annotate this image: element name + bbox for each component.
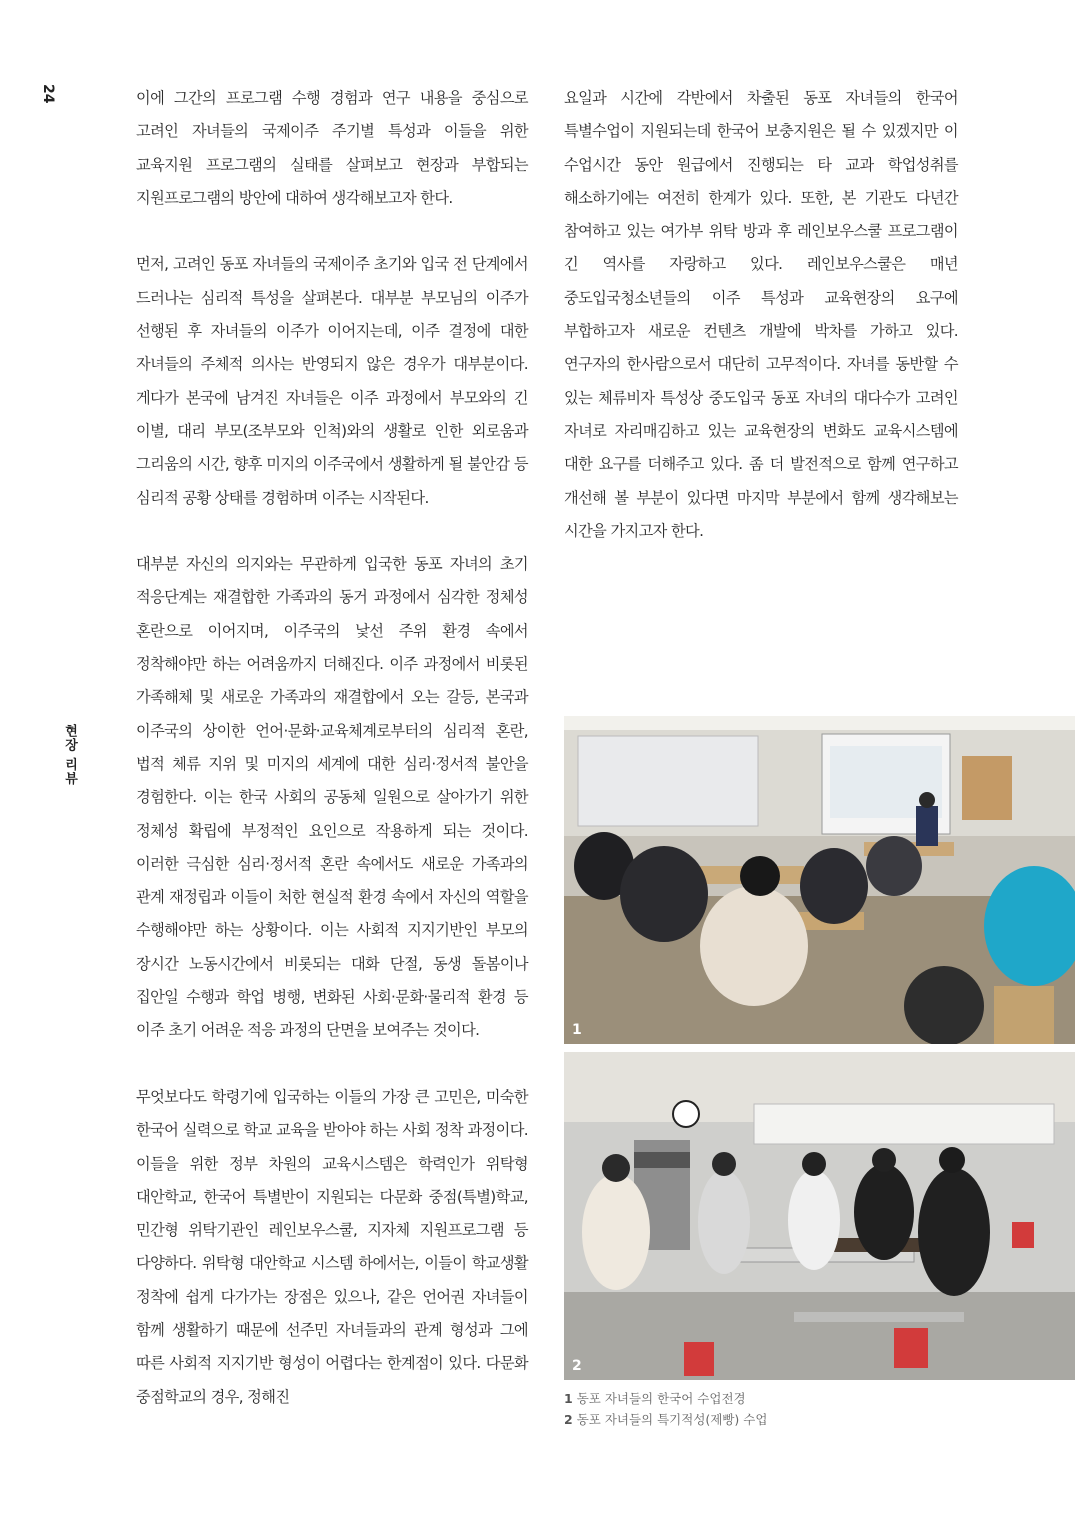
paragraph: 먼저, 고려인 동포 자녀들의 국제이주 초기와 입국 전 단계에서 드러나는 심리적 특성을 살펴본다. 대부분 부모님의 이주가 선행된 후 자녀들의 이주가 이어지는데, 이주 결정에 대한 자녀들의 주체적 의사는 반영되지 않은 경우가 대부분이다. 게다가 본국에 남겨진 자녀들은 이주 과정에서 부모와의 긴 이별, 대리 부모(조부모와 인척)와의 생활로 인한 외로움과 그리움의 시간, 향후 미지의 이주국에서 생활하게 될 불안감 등 심리적 공황 상태를 경험하며 이주는 시작된다. [136, 255, 528, 507]
photo-number: 2 [572, 1358, 582, 1374]
page-number: 24 [40, 84, 56, 104]
classroom-photo [564, 716, 1075, 1044]
caption-1 [564, 1388, 767, 1409]
caption-number: 1 [564, 1391, 573, 1406]
baking-class-photo [564, 1052, 1075, 1380]
caption-text: 동포 자녀들의 특기적성(제빵) 수업 [576, 1412, 768, 1427]
paragraph: 요일과 시간에 각반에서 차출된 동포 자녀들의 한국어 특별수업이 지원되는데 한국어 보충지원은 될 수 있겠지만 이 수업시간 동안 원급에서 진행되는 타 교과 학업성취를 해소하기에는 여전히 한계가 있다. 또한, 본 기관도 다년간 참여하고 있는 여가부 위탁 방과 후 레인보우스쿨 프로그램이 긴 역사를 자랑하고 있다. 레인보우스쿨은 매년 중도입국청소년들의 이주 특성과 교육현장의 요구에 부합하고자 새로운 컨텐츠 개발에 박차를 가하고 있다. 연구자의 한사람으로서 대단히 고무적이다. 자녀를 동반할 수 있는 체류비자 특성상 중도입국 동포 자녀의 대다수가 고려인 자녀로 자리매김하고 있는 교육현장의 변화도 교육시스템에 대한 요구를 더해주고 있다. 좀 더 발전적으로 함께 연구하고 개선해 볼 부분이 있다면 마지막 부분에서 함께 생각해보는 시간을 가지고자 한다. [564, 89, 958, 540]
caption-number: 2 [564, 1412, 573, 1427]
paragraph: 대부분 자신의 의지와는 무관하게 입국한 동포 자녀의 초기 적응단계는 재결합한 가족과의 동거 과정에서 심각한 정체성 혼란으로 이어지며, 이주국의 낯선 주위 환경 속에서 정착해야만 하는 어려움까지 더해진다. 이주 과정에서 비롯된 가족해체 및 새로운 가족과의 재결합에서 오는 갈등, 본국과 이주국의 상이한 언어·문화·교육체계로부터의 심리적 혼란, 법적 체류 지위 및 미지의 세계에 대한 심리·정서적 불안을 경험한다. 이는 한국 사회의 공동체 일원으로 살아가기 위한 정체성 확립에 부정적인 요인으로 작용하게 되는 것이다. 이러한 극심한 심리·정서적 혼란 속에서도 새로운 가족과의 관계 재정립과 이들이 처한 현실적 환경 속에서 자신의 역할을 수행해야만 하는 상황이다. 이는 사회적 지지기반인 부모의 장시간 노동시간에서 비롯되는 대화 단절, 동생 돌봄이나 집안일 수행과 학업 병행, 변화된 사회·문화·물리적 환경 등 이주 초기 어려운 적응 과정의 단면을 보여주는 것이다. [136, 555, 528, 1040]
right-column [564, 82, 958, 581]
photo-number: 1 [572, 1022, 582, 1038]
paragraph: 이에 그간의 프로그램 수행 경험과 연구 내용을 중심으로 고려인 자녀들의 국제이주 주기별 특성과 이들을 위한 교육지원 프로그램의 실태를 살펴보고 현장과 부합되는 지원프로그램의 방안에 대하여 생각해보고자 한다. [136, 89, 528, 207]
caption-2 [564, 1409, 767, 1430]
left-column [136, 82, 528, 1447]
section-label: 현장 리뷰 [62, 724, 77, 786]
caption-text: 동포 자녀들의 한국어 수업전경 [576, 1391, 746, 1406]
photo-captions [564, 1388, 767, 1430]
paragraph: 무엇보다도 학령기에 입국하는 이들의 가장 큰 고민은, 미숙한 한국어 실력으로 학교 교육을 받아야 하는 사회 정착 과정이다. 이들을 위한 정부 차원의 교육시스템은 학력인가 위탁형 대안학교, 한국어 특별반이 지원되는 다문화 중점(특별)학교, 민간형 위탁기관인 레인보우스쿨, 지자체 지원프로그램 등 다양하다. 위탁형 대안학교 시스템 하에서는, 이들이 학교생활 정착에 쉽게 다가가는 장점은 있으나, 같은 언어권 자녀들이 함께 생활하기 때문에 선주민 자녀들과의 관계 형성과 그에 따른 사회적 지지기반 형성이 어렵다는 한계점이 있다. 다문화 중점학교의 경우, 정해진 [136, 1087, 528, 1406]
